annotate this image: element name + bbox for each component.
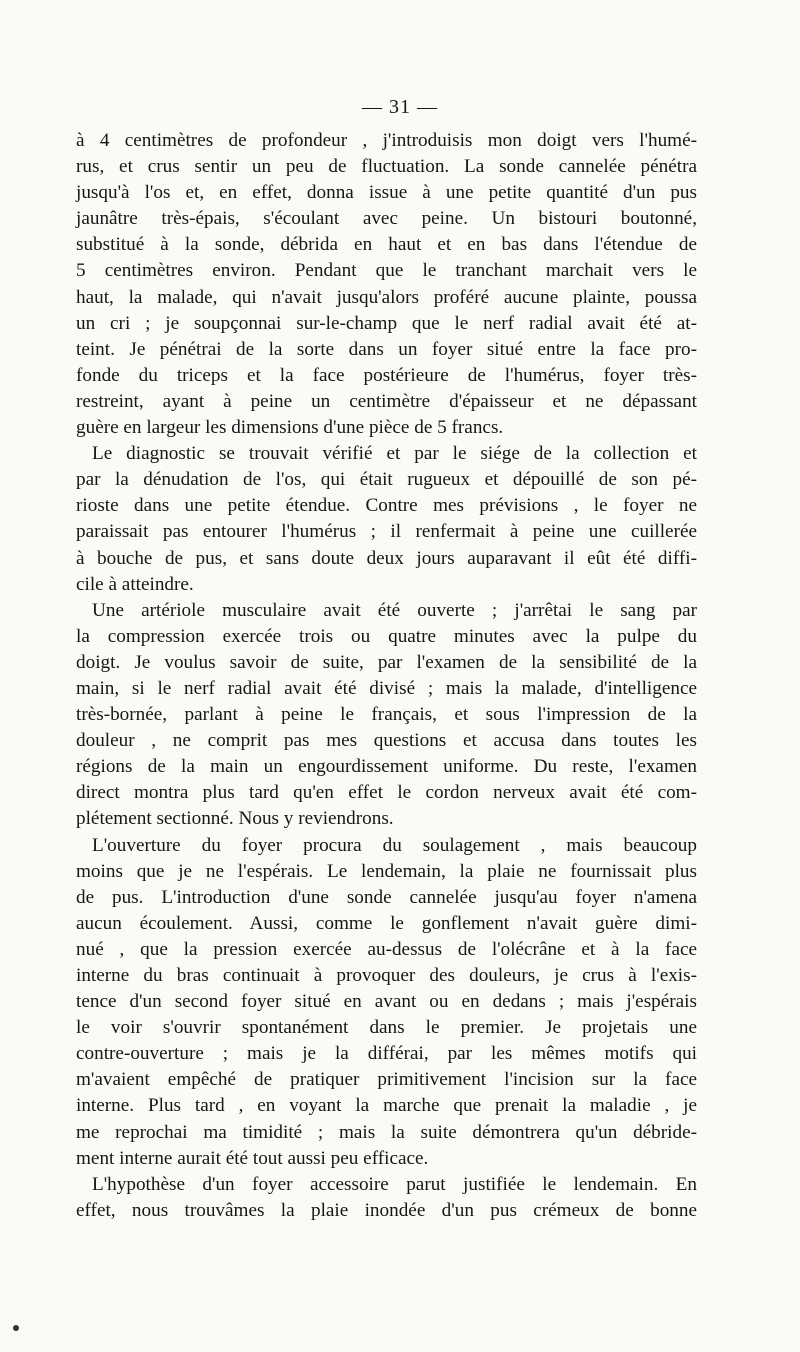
text-line: aucun écoulement. Aussi, comme le gonflement n'avait guère dimi- <box>76 912 697 934</box>
text-line: teint. Je pénétrai de la sorte dans un foyer situé entre la face pro- <box>76 338 697 360</box>
text-line: un cri ; je soupçonnai sur-le-champ que le nerf radial avait été at- <box>76 312 697 334</box>
text-line: direct montra plus tard qu'en effet le cordon nerveux avait été com- <box>76 782 697 804</box>
text-line: contre-ouverture ; mais je la différai, par les mêmes motifs qui <box>76 1043 697 1065</box>
text-line: moins que je ne l'espérais. Le lendemain, la plaie ne fournissait plus <box>76 860 697 882</box>
text-line: de pus. L'introduction d'une sonde cannelée jusqu'au foyer n'amena <box>76 886 697 908</box>
text-line: rus, et crus sentir un peu de fluctuation. La sonde cannelée pénétra <box>76 156 697 178</box>
text-line: très-bornée, parlant à peine le français, et sous l'impression de la <box>76 704 697 726</box>
body-text <box>76 128 697 1224</box>
text-line: haut, la malade, qui n'avait jusqu'alors proféré aucune plainte, poussa <box>76 286 697 308</box>
text-line: fonde du triceps et la face postérieure de l'humérus, foyer très- <box>76 364 697 386</box>
text-line: nué , que la pression exercée au-dessus de l'olécrâne et à la face <box>76 938 697 960</box>
text-line: substitué à la sonde, débrida en haut et en bas dans l'étendue de <box>76 234 697 256</box>
text-line: Le diagnostic se trouvait vérifié et par le siége de la collection et <box>92 443 697 465</box>
text-line: jaunâtre très-épais, s'écoulant avec peine. Un bistouri boutonné, <box>76 208 697 230</box>
text-line: 5 centimètres environ. Pendant que le tranchant marchait vers le <box>76 260 697 282</box>
text-line: la compression exercée trois ou quatre minutes avec la pulpe du <box>76 625 697 647</box>
text-line: à 4 centimètres de profondeur , j'introduisis mon doigt vers l'humé- <box>76 130 697 151</box>
text-line: Une artériole musculaire avait été ouverte ; j'arrêtai le sang par <box>92 599 697 621</box>
text-line: L'ouverture du foyer procura du soulagement , mais beaucoup <box>92 834 697 856</box>
text-line: à bouche de pus, et sans doute deux jours auparavant il eût été diffi- <box>76 547 697 569</box>
text-line: tence d'un second foyer situé en avant ou en dedans ; mais j'espérais <box>76 991 697 1013</box>
text-line: jusqu'à l'os et, en effet, donna issue à une petite quantité d'un pus <box>76 182 697 204</box>
text-line: ment interne aurait été tout aussi peu efficace. <box>76 1147 429 1169</box>
text-line: régions de la main un engourdissement uniforme. Du reste, l'examen <box>76 756 697 778</box>
text-line: interne du bras continuait à provoquer des douleurs, je crus à l'exis- <box>76 965 697 986</box>
text-line: interne. Plus tard , en voyant la marche que prenait la maladie , je <box>76 1095 697 1117</box>
text-line: me reprochai ma timidité ; mais la suite démontrera qu'un débride- <box>76 1121 697 1143</box>
text-line: restreint, ayant à peine un centimètre d'épaisseur et ne dépassant <box>76 390 697 412</box>
ink-speck <box>13 1325 19 1331</box>
page-number: — 31 — <box>362 96 438 118</box>
text-line: L'hypothèse d'un foyer accessoire parut justifiée le lendemain. En <box>92 1173 697 1195</box>
text-line: main, si le nerf radial avait été divisé ; mais la malade, d'intelligence <box>76 677 697 699</box>
text-line: paraissait pas entourer l'humérus ; il renfermait à peine une cuillerée <box>76 521 697 543</box>
text-line: douleur , ne comprit pas mes questions et accusa dans toutes les <box>76 730 697 752</box>
text-line: m'avaient empêché de pratiquer primitivement l'incision sur la face <box>76 1069 697 1091</box>
text-line: effet, nous trouvâmes la plaie inondée d'un pus crémeux de bonne <box>76 1199 697 1221</box>
text-line: cile à atteindre. <box>76 573 194 595</box>
text-line: plétement sectionné. Nous y reviendrons. <box>76 808 394 830</box>
text-line: le voir s'ouvrir spontanément dans le premier. Je projetais une <box>76 1017 697 1039</box>
text-line: rioste dans une petite étendue. Contre mes prévisions , le foyer ne <box>76 495 697 517</box>
text-line: guère en largeur les dimensions d'une pièce de 5 francs. <box>76 417 504 439</box>
text-line: par la dénudation de l'os, qui était rugueux et dépouillé de son pé- <box>76 469 697 491</box>
text-line: doigt. Je voulus savoir de suite, par l'examen de la sensibilité de la <box>76 651 697 673</box>
